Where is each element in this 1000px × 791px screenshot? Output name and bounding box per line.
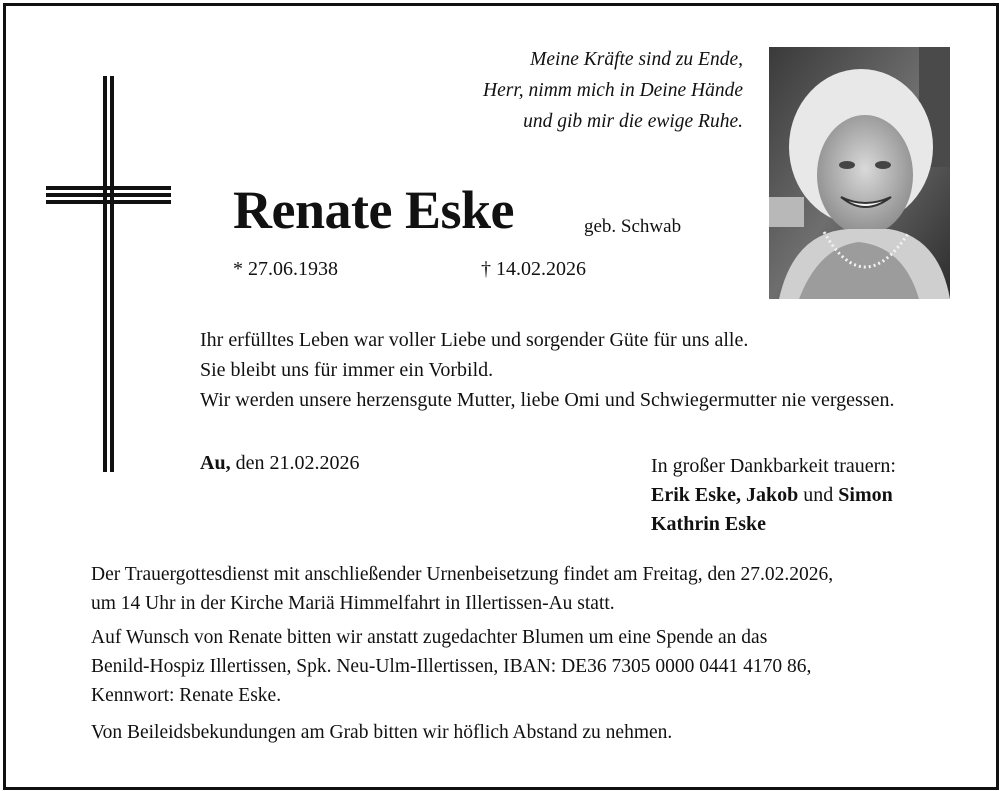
service-line: Der Trauergottesdienst mit anschließender Urnenbeisetzung findet am Freitag, den 27.02.2026, — [91, 564, 834, 585]
tribute-line: Wir werden unsere herzensgute Mutter, liebe Omi und Schwiegermutter nie vergessen. — [200, 389, 895, 411]
place: Au, — [200, 452, 231, 474]
mourners-line-2 — [651, 510, 896, 539]
donation-line: Kennwort: Renate Eske. — [91, 685, 282, 706]
mourners-line-1 — [651, 481, 896, 510]
deceased-name: Renate Eske — [233, 180, 514, 240]
birth-date: * 27.06.1938 — [233, 258, 338, 280]
place-date — [200, 452, 359, 475]
mourner-name: Kathrin Eske — [651, 513, 767, 535]
donation-line: Auf Wunsch von Renate bitten wir anstatt zugedachter Blumen um eine Spende an das — [91, 627, 768, 648]
mourners-intro: In großer Dankbarkeit trauern: — [651, 455, 896, 477]
tribute-text — [200, 325, 894, 415]
mourners-block — [651, 452, 896, 539]
service-line: um 14 Uhr in der Kirche Mariä Himmelfahrt in Illertissen-Au statt. — [91, 593, 615, 614]
maiden-name: geb. Schwab — [584, 216, 682, 237]
mourner-name: Simon — [838, 484, 893, 506]
tribute-line: Ihr erfülltes Leben war voller Liebe und sorgender Güte für uns alle. — [200, 329, 749, 351]
connector: und — [798, 484, 839, 506]
portrait-photo — [769, 47, 950, 299]
service-info — [91, 560, 833, 618]
donation-info — [91, 623, 811, 710]
notice-date: den 21.02.2026 — [230, 452, 360, 474]
verse-line: Meine Kräfte sind zu Ende, — [530, 49, 743, 70]
verse-line: und gib mir die ewige Ruhe. — [523, 111, 743, 132]
tribute-line: Sie bleibt uns für immer ein Vorbild. — [200, 359, 494, 381]
death-date: † 14.02.2026 — [481, 258, 586, 280]
donation-line: Benild-Hospiz Illertissen, Spk. Neu-Ulm-Illertissen, IBAN: DE36 7305 0000 0441 4170 86, — [91, 656, 812, 677]
verse-line: Herr, nimm mich in Deine Hände — [483, 80, 743, 101]
closing-note: Von Beileidsbekundungen am Grab bitten wir höflich Abstand zu nehmen. — [91, 722, 673, 743]
cross-icon — [46, 76, 171, 472]
bible-verse — [483, 44, 743, 137]
mourner-names: Erik Eske, Jakob — [651, 484, 799, 506]
